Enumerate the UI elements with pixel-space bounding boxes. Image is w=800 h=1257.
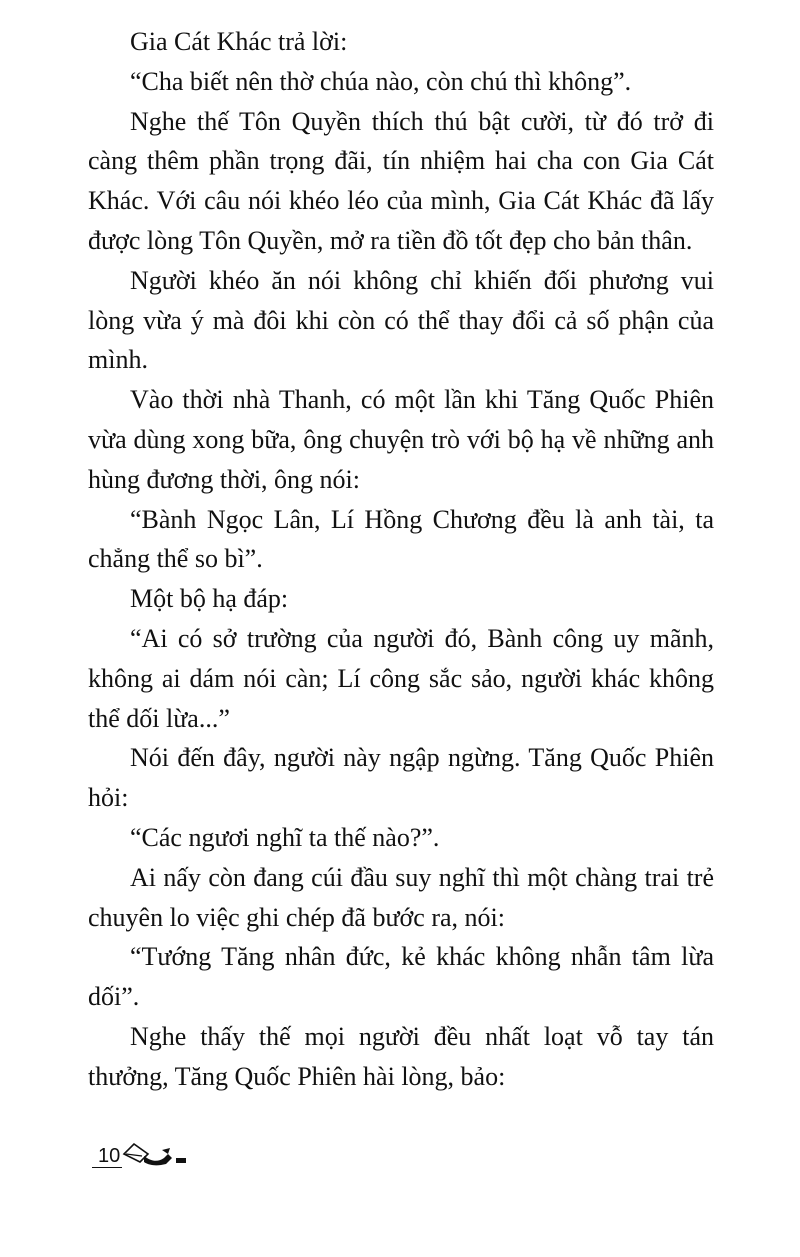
paragraph: “Ai có sở trường của người đó, Bành công uy mãnh, không ai dám nói càn; Lí công sắc sảo, người khác không thể dối lừa...” <box>88 623 714 733</box>
paragraph: “Cha biết nên thờ chúa nào, còn chú thì không”. <box>130 66 632 96</box>
paragraph: Ai nấy còn đang cúi đầu suy nghĩ thì một chàng trai trẻ chuyên lo việc ghi chép đã bước ra, nói: <box>88 862 714 932</box>
paragraph: Một bộ hạ đáp: <box>130 584 289 614</box>
paragraph: Gia Cát Khác trả lời: <box>130 27 348 56</box>
paragraph: Vào thời nhà Thanh, có một lần khi Tăng Quốc Phiên vừa dùng xong bữa, ông chuyện trò với bộ hạ về những anh hùng đương thời, ông nói: <box>88 385 714 494</box>
paragraph: Nói đến đây, người này ngập ngừng. Tăng Quốc Phiên hỏi: <box>88 743 714 813</box>
page-body <box>88 22 714 1097</box>
paragraph: Người khéo ăn nói không chỉ khiến đối phương vui lòng vừa ý mà đôi khi còn có thể thay đổi cả số phận của mình. <box>88 265 714 375</box>
quill-pen-ornament-icon <box>122 1140 190 1168</box>
paragraph: “Tướng Tăng nhân đức, kẻ khác không nhẫn tâm lừa dối”. <box>88 942 714 1012</box>
page-footer <box>92 1140 190 1168</box>
paragraph: Nghe thấy thế mọi người đều nhất loạt vỗ tay tán thưởng, Tăng Quốc Phiên hài lòng, bảo: <box>88 1021 714 1091</box>
paragraph: “Bành Ngọc Lân, Lí Hồng Chương đều là anh tài, ta chẳng thể so bì”. <box>88 504 714 574</box>
page-number: 10 <box>92 1145 122 1168</box>
paragraph: “Các ngươi nghĩ ta thế nào?”. <box>130 822 440 852</box>
paragraph: Nghe thế Tôn Quyền thích thú bật cười, từ đó trở đi càng thêm phần trọng đãi, tín nhiệm hai cha con Gia Cát Khác. Với câu nói khéo léo của mình, Gia Cát Khác đã lấy được lòng Tôn Quyền, mở ra tiền đồ tốt đẹp cho bản thân. <box>88 106 714 255</box>
